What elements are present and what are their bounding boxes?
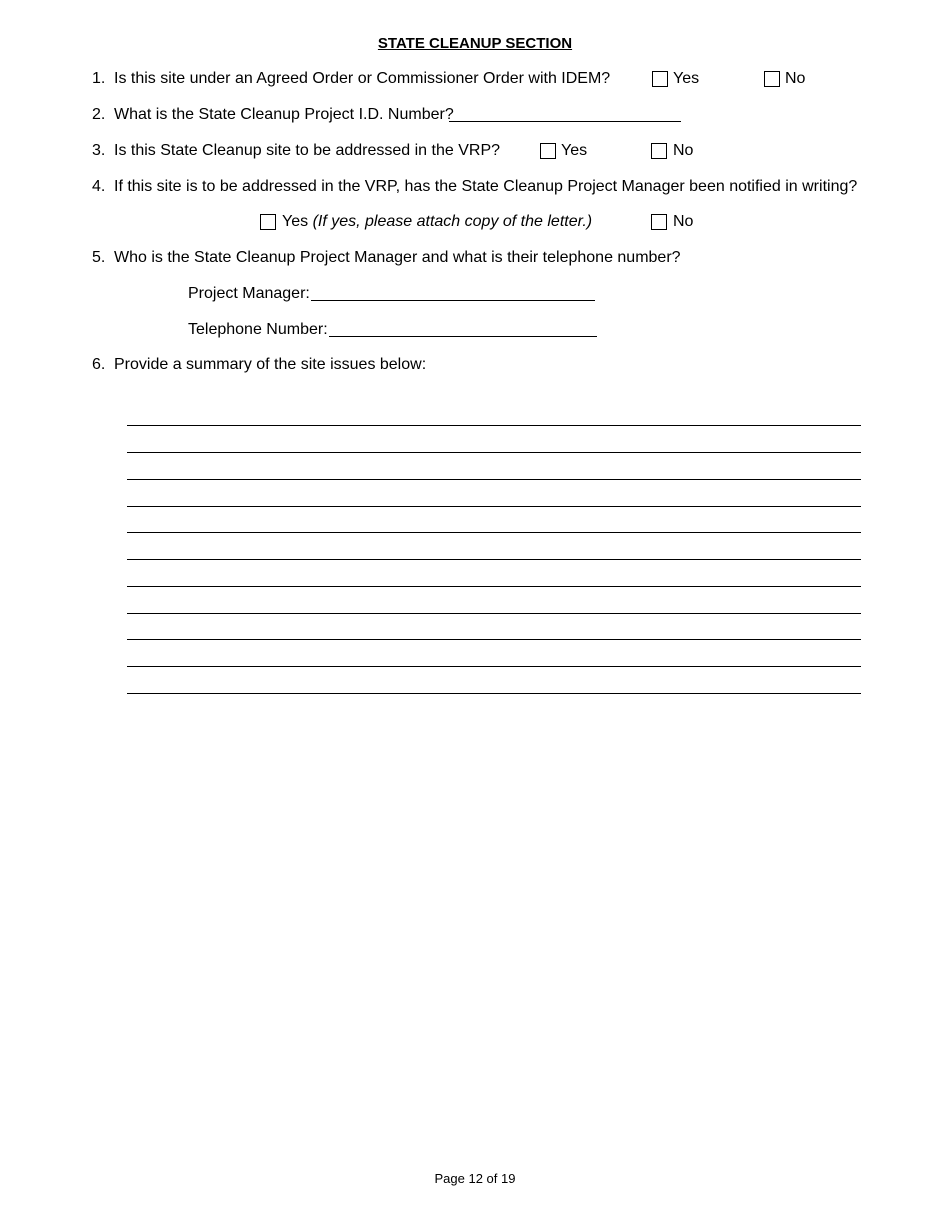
- q6-text: Provide a summary of the site issues below:: [114, 356, 427, 373]
- q4-yes-checkbox[interactable]: [260, 214, 276, 230]
- summary-line[interactable]: [127, 532, 861, 533]
- q4-no-label: No: [673, 213, 694, 230]
- project-manager-label: Project Manager:: [188, 285, 310, 302]
- q4-no-checkbox[interactable]: [651, 214, 667, 230]
- q2-text: What is the State Cleanup Project I.D. Number?: [114, 106, 454, 123]
- q1-no-checkbox[interactable]: [764, 71, 780, 87]
- summary-line[interactable]: [127, 586, 861, 587]
- q4-text: If this site is to be addressed in the VRP, has the State Cleanup Project Manager been notified in writing?: [114, 178, 858, 195]
- q3-no-label: No: [673, 142, 694, 159]
- telephone-number-label: Telephone Number:: [188, 321, 328, 338]
- q4-yes-label: Yes: [282, 213, 309, 230]
- q3-yes-checkbox[interactable]: [540, 143, 556, 159]
- q4-yes-note: (If yes, please attach copy of the letter.): [312, 213, 593, 230]
- summary-line[interactable]: [127, 666, 861, 667]
- q1-number: 1.: [92, 70, 106, 87]
- q1-no-label: No: [785, 70, 806, 87]
- q3-yes-label: Yes: [561, 142, 588, 159]
- q1-text: Is this site under an Agreed Order or Commissioner Order with IDEM?: [114, 70, 611, 87]
- telephone-number-field[interactable]: [329, 336, 597, 337]
- summary-line[interactable]: [127, 452, 861, 453]
- q1-yes-checkbox[interactable]: [652, 71, 668, 87]
- summary-line[interactable]: [127, 639, 861, 640]
- q3-text: Is this State Cleanup site to be addressed in the VRP?: [114, 142, 501, 159]
- summary-line[interactable]: [127, 506, 861, 507]
- q3-no-checkbox[interactable]: [651, 143, 667, 159]
- section-title: STATE CLEANUP SECTION: [377, 35, 573, 52]
- summary-line[interactable]: [127, 693, 861, 694]
- q1-yes-label: Yes: [673, 70, 700, 87]
- page-number: Page 12 of 19: [434, 1171, 516, 1186]
- summary-line[interactable]: [127, 479, 861, 480]
- summary-line[interactable]: [127, 425, 861, 426]
- project-manager-field[interactable]: [311, 300, 595, 301]
- q4-number: 4.: [92, 178, 106, 195]
- q2-number: 2.: [92, 106, 106, 123]
- q4-yes-group: [282, 213, 592, 231]
- q5-text: Who is the State Cleanup Project Manager and what is their telephone number?: [114, 249, 681, 266]
- summary-line[interactable]: [127, 559, 861, 560]
- q5-number: 5.: [92, 249, 106, 266]
- summary-line[interactable]: [127, 613, 861, 614]
- q6-number: 6.: [92, 356, 106, 373]
- project-id-field[interactable]: [449, 121, 681, 122]
- q3-number: 3.: [92, 142, 106, 159]
